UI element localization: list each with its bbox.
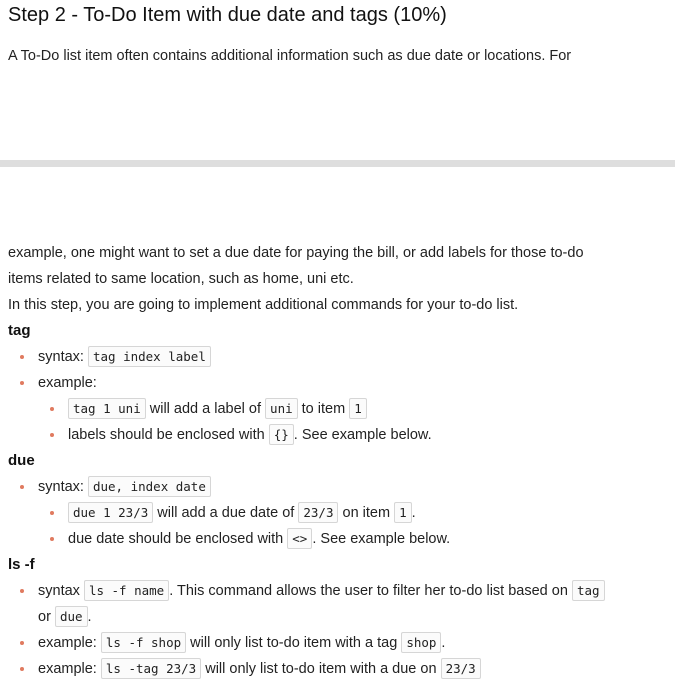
text: due date should be enclosed with <box>68 531 284 547</box>
bullet <box>20 485 24 489</box>
syntax-label: syntax <box>38 583 80 599</box>
content-block <box>8 240 668 682</box>
code-snippet: due <box>55 606 88 627</box>
code-snippet: due, index date <box>88 476 211 497</box>
text: on item <box>342 505 391 521</box>
code-snippet: <> <box>287 528 312 549</box>
list-item <box>8 526 668 552</box>
bullet <box>20 641 24 645</box>
bullet <box>50 511 54 515</box>
text: will only list to-do item with a due on <box>205 661 437 677</box>
bullet <box>20 355 24 359</box>
page-title: Step 2 - To-Do Item with due date and tags (10%) <box>8 4 447 26</box>
code-snippet: uni <box>265 398 298 419</box>
list-item <box>8 656 668 682</box>
list-item <box>8 422 668 448</box>
list-item <box>8 630 668 656</box>
code-snippet: 23/3 <box>441 658 481 679</box>
code-snippet: shop <box>401 632 441 653</box>
para-line-3: In this step, you are going to implement additional commands for your to-do list. <box>8 297 519 313</box>
syntax-label: syntax: <box>38 479 84 495</box>
code-snippet: 23/3 <box>298 502 338 523</box>
code-snippet: 1 <box>394 502 412 523</box>
code-snippet: due 1 23/3 <box>68 502 153 523</box>
text: will add a label of <box>149 401 262 417</box>
text: . See example below. <box>312 531 451 547</box>
code-snippet: {} <box>269 424 294 445</box>
list-item-continuation <box>8 604 668 630</box>
list-item <box>8 344 668 370</box>
section-heading-tag: tag <box>8 322 31 339</box>
para-line-2: items related to same location, such as home, uni etc. <box>8 271 354 287</box>
syntax-label: syntax: <box>38 349 84 365</box>
list-item <box>8 500 668 526</box>
bullet <box>50 537 54 541</box>
bullet <box>20 381 24 385</box>
text: will only list to-do item with a tag <box>190 635 398 651</box>
para-line-1: example, one might want to set a due date for paying the bill, or add labels for those to-do <box>8 245 584 261</box>
code-snippet: ls -f name <box>84 580 169 601</box>
text: . <box>87 609 92 625</box>
list-item <box>8 370 668 396</box>
text: . See example below. <box>293 427 432 443</box>
intro-text: A To-Do list item often contains additional information such as due date or locations. For <box>8 48 572 64</box>
bullet <box>20 667 24 671</box>
code-snippet: tag index label <box>88 346 211 367</box>
code-snippet: ls -tag 23/3 <box>101 658 201 679</box>
text: to item <box>301 401 346 417</box>
text: . This command allows the user to filter her to-do list based on <box>169 583 568 599</box>
list-item <box>8 474 668 500</box>
text: will add a due date of <box>157 505 295 521</box>
bullet <box>50 433 54 437</box>
bullet <box>50 407 54 411</box>
text: or <box>38 609 51 625</box>
code-snippet: tag 1 uni <box>68 398 146 419</box>
section-heading-due: due <box>8 452 35 469</box>
code-snippet: tag <box>572 580 605 601</box>
divider <box>0 160 675 167</box>
code-snippet: ls -f shop <box>101 632 186 653</box>
list-item <box>8 578 668 604</box>
example-label: example: <box>38 661 97 677</box>
bullet <box>20 589 24 593</box>
list-item <box>8 396 668 422</box>
text: . <box>441 635 446 651</box>
text: labels should be enclosed with <box>68 427 265 443</box>
example-label: example: <box>38 635 97 651</box>
code-snippet: 1 <box>349 398 367 419</box>
text: . <box>411 505 416 521</box>
example-label: example: <box>38 375 97 391</box>
section-heading-ls: ls -f <box>8 556 35 573</box>
